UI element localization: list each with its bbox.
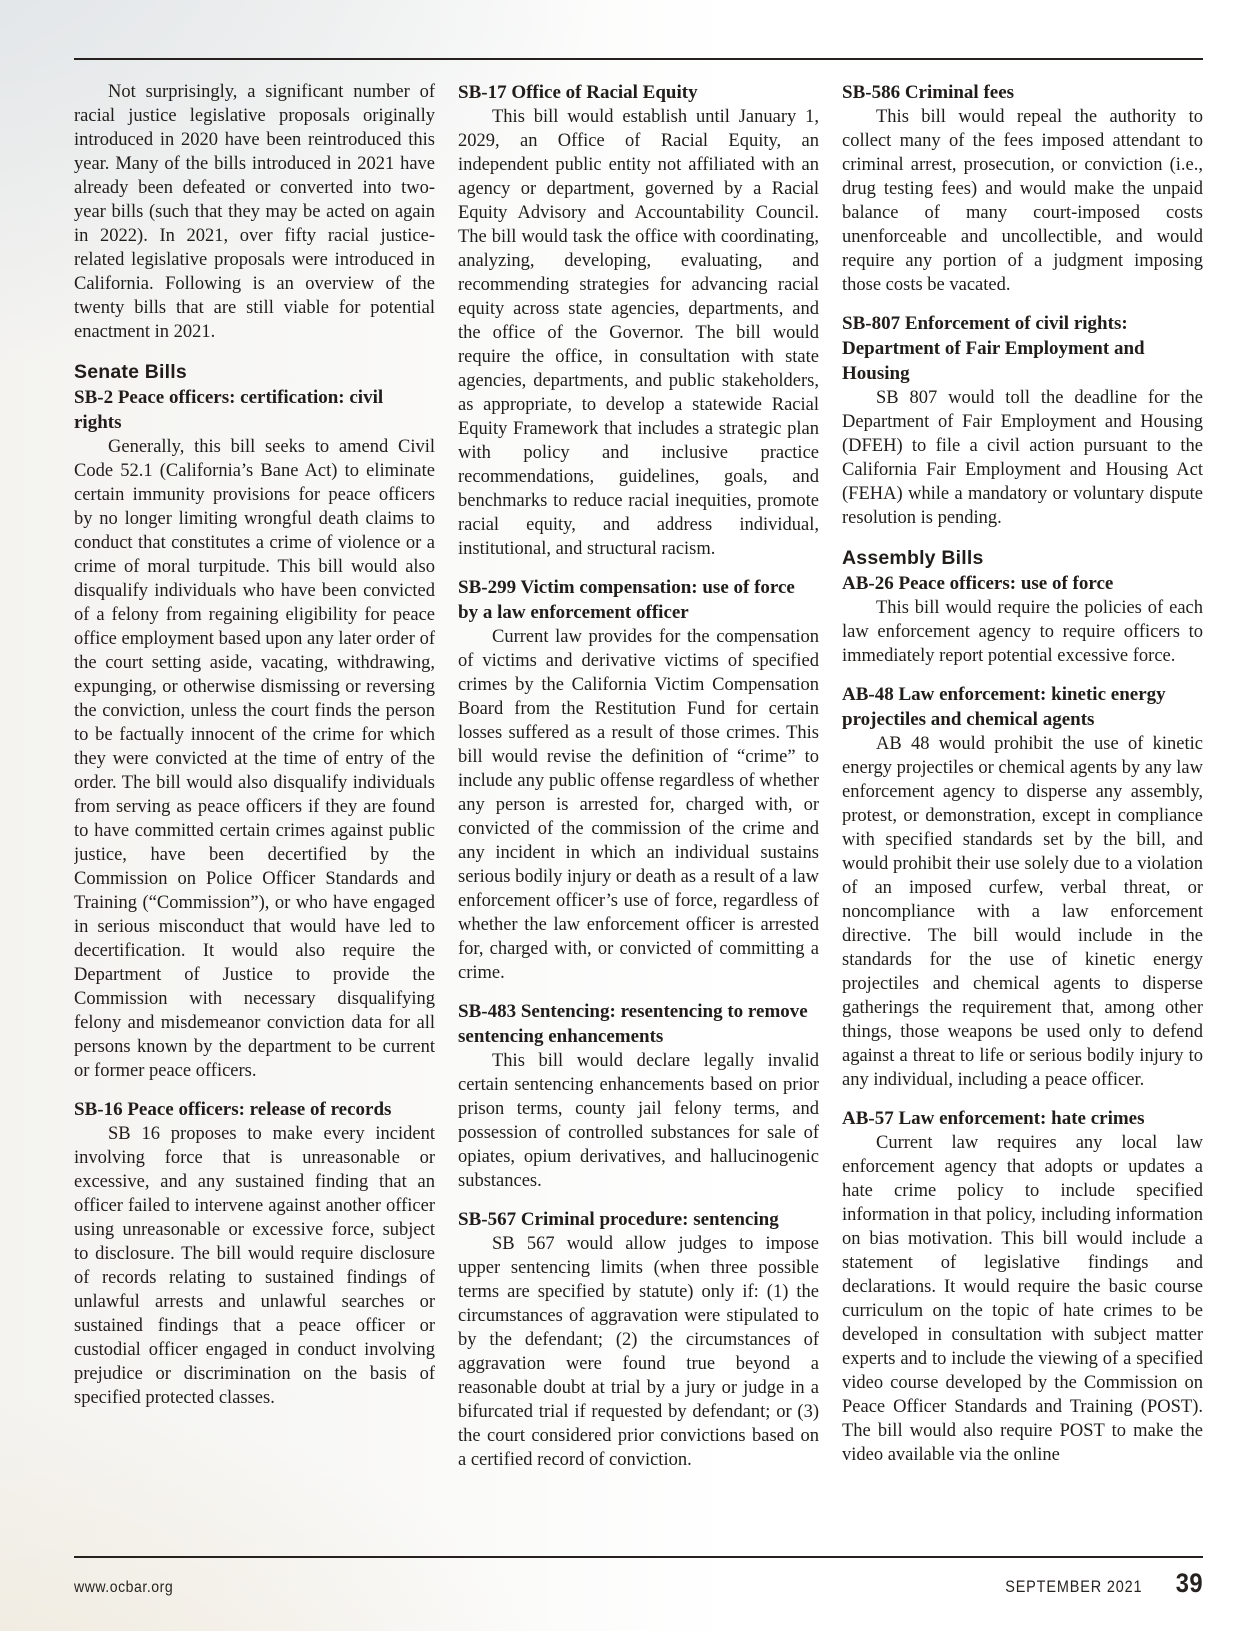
bill-body-ab48: AB 48 would prohibit the use of kinetic energy projectiles or chemical agents by any law enforcement agency to disperse any assembly, protest, or demonstration, except in compliance with specified standards set by the bill, and would prohibit their use solely due to a violation of an imposed curfew, verbal threat, or noncompliance with a law enforcement directive. The bill would include in the standards for the use of kinetic energy projectiles and chemical agents to disperse gatherings the requirement that, among other things, those weapons be used only to defend against a threat to life or serious bodily injury to any individual, including a peace officer. bbox=[842, 734, 1203, 1090]
bill-body-sb483: This bill would declare legally invalid certain sentencing enhancements based on prior prison terms, county jail felony terms, and possession of controlled substances for sale of opiates, opium derivatives, and hallucinogenic substances. bbox=[458, 1051, 819, 1191]
bill-heading-sb567: SB-567 Criminal procedure: sentencing bbox=[458, 1209, 779, 1230]
bill-body-sb567: SB 567 would allow judges to impose upper sentencing limits (when three possible terms are specified by statute) only if: (1) the circumstances of aggravation were stipulated to by the defendant; (2) the circumstances of aggravation were found true beyond a reasonable doubt at trial by a jury or judge in a bifurcated trial if requested by defendant; or (3) the court considered prior convictions based on a certified record of conviction. bbox=[458, 1234, 819, 1470]
senate-bills-label: Senate Bills bbox=[74, 361, 187, 383]
bill-body-sb16: SB 16 proposes to make every incident involving force that is unreasonable or excessive, and any sustained finding that an officer failed to intervene against another officer using unreasonable or excessive force, subject to disclosure. The bill would require disclosure of records relating to sustained findings of unlawful arrests and unlawful searches or sustained findings that a peace officer or custodial officer engaged in conduct involving prejudice or discrimination on the basis of specified protected classes. bbox=[74, 1124, 435, 1408]
column-2 bbox=[458, 80, 819, 1552]
bill-heading-ab26: AB-26 Peace officers: use of force bbox=[842, 573, 1114, 594]
bill-heading-sb807: SB-807 Enforcement of civil rights: Department of Fair Employment and Housing bbox=[842, 313, 1145, 384]
bill-body-sb17: This bill would establish until January 1, 2029, an Office of Racial Equity, an independent public entity not affiliated with an agency or department, governed by a Racial Equity Advisory and Accountability Council. The bill would task the office with coordinating, analyzing, developing, evaluating, and recommending strategies for advancing racial equity across state agencies, departments, and the office of the Governor. The bill would require the office, in consultation with state agencies, departments, and public stakeholders, as appropriate, to develop a statewide Racial Equity Framework that includes a strategic plan with policy and inclusive practice recommendations, guidelines, goals, and benchmarks to reduce racial inequities, promote racial equity, and address individual, institutional, and structural racism. bbox=[458, 107, 819, 559]
bill-heading-sb586: SB-586 Criminal fees bbox=[842, 82, 1015, 103]
footer-rule bbox=[74, 1556, 1203, 1558]
bill-body-ab57: Current law requires any local law enforcement agency that adopts or updates a hate crime policy to include specified information in that policy, including information on bias motivation. This bill would include a statement of legislative findings and declarations. It would require the basic course curriculum on the topic of hate crimes to be developed in consultation with subject matter experts and to include the viewing of a specified video course developed by the Commission on Peace Officer Standards and Training (POST). The bill would also require POST to make the video available via the online bbox=[842, 1133, 1203, 1465]
bill-heading-sb299: SB-299 Victim compensation: use of force by a law enforcement officer bbox=[458, 577, 795, 623]
bill-heading-ab57: AB-57 Law enforcement: hate crimes bbox=[842, 1108, 1145, 1129]
page-number: 39 bbox=[1175, 1568, 1203, 1598]
bill-body-sb2: Generally, this bill seeks to amend Civil Code 52.1 (California’s Bane Act) to eliminate certain immunity provisions for peace officers by no longer limiting wrongful death claims to conduct that constitutes a crime of violence or a crime of moral turpitude. This bill would also disqualify individuals who have been convicted of a felony from regaining eligibility for peace office employment based upon any later order of the court setting aside, vacating, withdrawing, expunging, or otherwise dismissing or reversing the conviction, unless the court finds the person to be factually innocent of the crime for which they were convicted at the time of entry of the order. The bill would also disqualify individuals from serving as peace officers if they are found to have committed certain crimes against public justice, have been decertified by the Commission on Police Officer Standards and Training (“Commission”), or who have engaged in serious misconduct that would have led to decertification. It would also require the Department of Justice to provide the Commission with necessary disqualifying felony and misdemeanor conviction data for all persons known by the department to be current or former peace officers. bbox=[74, 437, 435, 1081]
footer-right-group bbox=[981, 1568, 1203, 1599]
bill-heading-ab48: AB-48 Law enforcement: kinetic energy projectiles and chemical agents bbox=[842, 684, 1166, 730]
page-footer bbox=[74, 1568, 1203, 1599]
issue-date: SEPTEMBER 2021 bbox=[1004, 1577, 1142, 1596]
column-3 bbox=[842, 80, 1203, 1552]
intro-paragraph: Not surprisingly, a significant number of racial justice legislative proposals originally introduced in 2020 have been reintroduced this year. Many of the bills introduced in 2021 have already been defeated or converted into two-year bills (such that they may be acted on again in 2022). In 2021, over fifty racial justice-related legislative proposals were introduced in California. Following is an overview of the twenty bills that are still viable for potential enactment in 2021. bbox=[74, 82, 435, 342]
bill-body-sb807: SB 807 would toll the deadline for the Department of Fair Employment and Housing (DFEH) to file a civil action pursuant to the California Fair Employment and Housing Act (FEHA) while a mandatory or voluntary dispute resolution is pending. bbox=[842, 388, 1203, 528]
article-columns bbox=[74, 80, 1203, 1552]
bill-heading-sb17: SB-17 Office of Racial Equity bbox=[458, 82, 698, 103]
website-url: www.ocbar.org bbox=[74, 1579, 174, 1596]
bill-heading-sb483: SB-483 Sentencing: resentencing to remove sentencing enhancements bbox=[458, 1001, 808, 1047]
bill-heading-sb16: SB-16 Peace officers: release of records bbox=[74, 1099, 392, 1120]
bill-body-sb586: This bill would repeal the authority to collect many of the fees imposed attendant to criminal arrest, prosecution, or conviction (i.e., drug testing fees) and would make the unpaid balance of many court-imposed costs unenforceable and uncollectible, and would require any portion of a judgment imposing those costs be vacated. bbox=[842, 107, 1203, 295]
bill-body-sb299: Current law provides for the compensation of victims and derivative victims of specified crimes by the California Victim Compensation Board from the Restitution Fund for certain losses suffered as a result of those crimes. This bill would revise the definition of “crime” to include any public offense regardless of whether any person is arrested for, charged with, or convicted of the commission of the crime and any incident in which an individual sustains serious bodily injury or death as a result of a law enforcement officer’s use of force, regardless of whether the law enforcement officer is arrested for, charged with, or convicted of committing a crime. bbox=[458, 627, 819, 983]
assembly-bills-label: Assembly Bills bbox=[842, 547, 984, 569]
bill-body-ab26: This bill would require the policies of each law enforcement agency to require officers to immediately report potential excessive force. bbox=[842, 598, 1203, 666]
top-rule bbox=[74, 58, 1203, 60]
column-1 bbox=[74, 80, 435, 1552]
bill-heading-sb2: SB-2 Peace officers: certification: civil rights bbox=[74, 387, 384, 433]
